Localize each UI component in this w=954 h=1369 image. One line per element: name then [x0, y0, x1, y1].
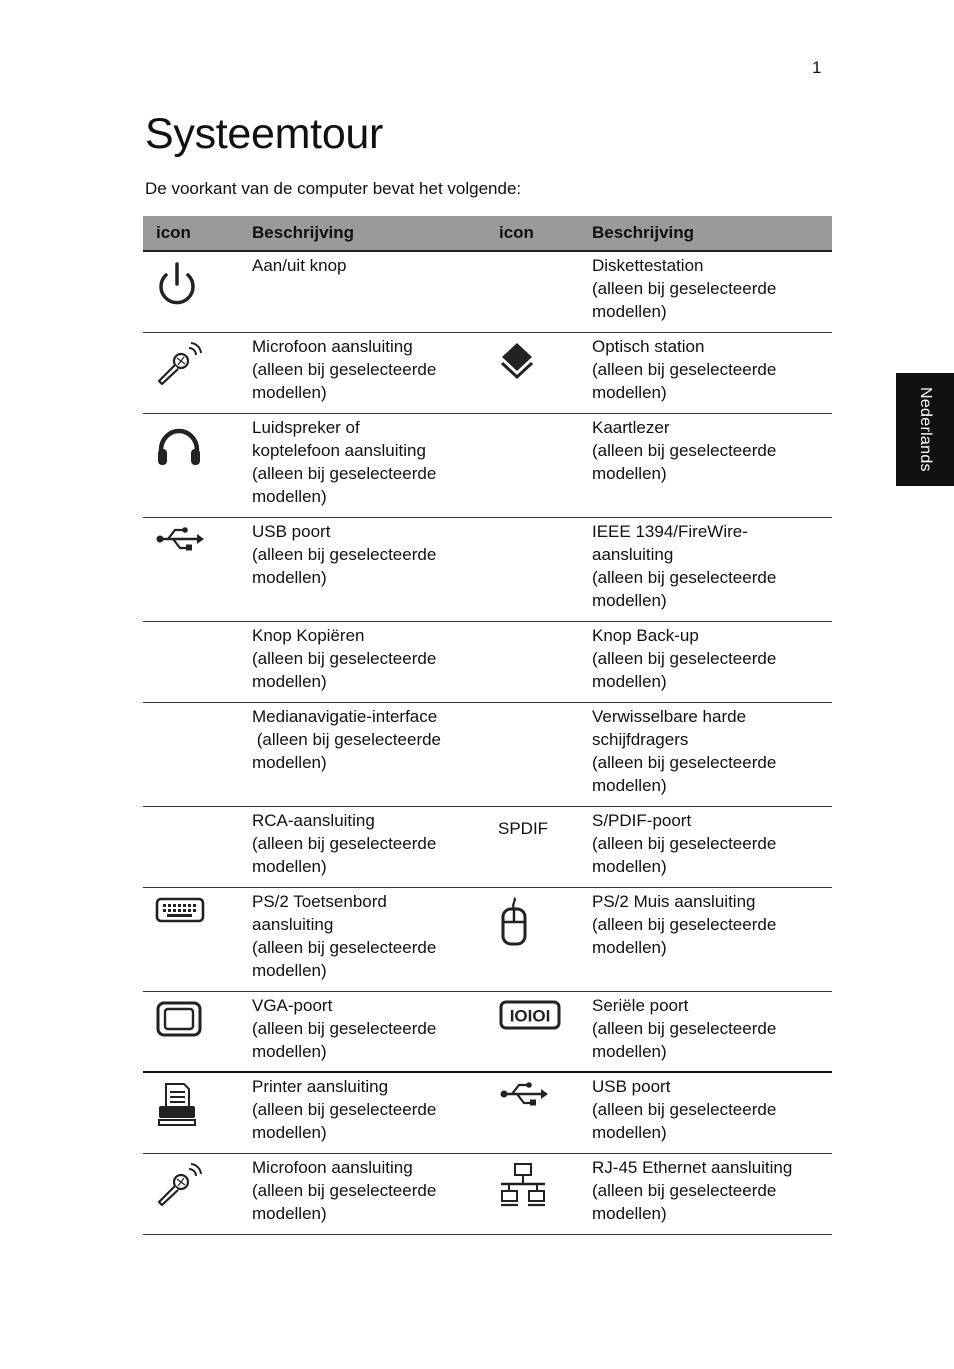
left-description-line: modellen) — [252, 960, 327, 980]
left-description-line: Printer aansluiting — [252, 1077, 389, 1096]
right-description-line: (alleen bij geselecteerde — [592, 752, 777, 772]
right-icon-cell — [486, 413, 581, 517]
table-row — [143, 887, 832, 991]
left-description-cell — [241, 251, 486, 332]
table-row — [143, 517, 832, 621]
language-label: Nederlands — [917, 387, 934, 472]
left-description-cell — [241, 887, 486, 991]
right-description-line: schijfdragers — [592, 729, 689, 749]
right-description-line: modellen) — [592, 1123, 667, 1142]
header-description-right: Beschrijving — [581, 216, 832, 251]
table-row — [143, 702, 832, 806]
right-description-line: RJ-45 Ethernet aansluiting — [592, 1157, 793, 1177]
right-description-cell — [581, 332, 832, 413]
right-description-line: (alleen bij geselecteerde — [592, 648, 777, 668]
left-description-cell — [241, 1072, 486, 1153]
right-description-cell — [581, 887, 832, 991]
table-row — [143, 1072, 832, 1153]
left-description-cell — [241, 991, 486, 1072]
left-description-cell — [241, 702, 486, 806]
table-body — [143, 251, 832, 1234]
right-description-line: (alleen bij geselecteerde — [592, 440, 777, 460]
table-row — [143, 621, 832, 702]
right-icon-cell — [486, 517, 581, 621]
left-description-line: (alleen bij geselecteerde — [252, 833, 437, 853]
serial-port-icon — [499, 1000, 561, 1030]
left-description-line: (alleen bij geselecteerde — [252, 359, 437, 379]
left-description-line: (alleen bij geselecteerde — [252, 1100, 437, 1119]
port-table — [143, 216, 832, 1235]
left-description-line: Medianavigatie-interface — [252, 706, 438, 726]
right-icon-cell — [486, 1153, 581, 1234]
right-description-line: modellen) — [592, 1203, 667, 1223]
right-description-cell — [581, 517, 832, 621]
left-description-line: PS/2 Toetsenbord — [252, 891, 387, 911]
left-description-line: modellen) — [252, 1203, 327, 1223]
left-description-line: modellen) — [252, 856, 327, 876]
right-description-line: modellen) — [592, 590, 667, 610]
right-description-line: (alleen bij geselecteerde — [592, 279, 777, 298]
right-description-line: S/PDIF-poort — [592, 810, 692, 830]
right-description-line: (alleen bij geselecteerde — [592, 1180, 777, 1200]
right-description-line: Diskettestation — [592, 256, 704, 275]
right-description-line: modellen) — [592, 382, 667, 402]
left-description-line: aansluiting — [252, 914, 334, 934]
left-description-line: (alleen bij geselecteerde — [252, 648, 437, 668]
header-icon-right: icon — [486, 216, 581, 251]
left-description-line: modellen) — [252, 382, 327, 402]
spdif-icon: SPDIF — [498, 818, 549, 838]
left-description-line: (alleen bij geselecteerde — [252, 463, 437, 483]
usb-icon — [155, 526, 205, 552]
table-row — [143, 413, 832, 517]
right-description-line: (alleen bij geselecteerde — [592, 359, 777, 379]
right-description-line: USB poort — [592, 1077, 671, 1096]
right-icon-cell — [486, 332, 581, 413]
right-description-line: modellen) — [592, 671, 667, 691]
right-description-cell — [581, 413, 832, 517]
right-icon-cell — [486, 806, 581, 887]
left-description-line: Microfoon aansluiting — [252, 336, 413, 356]
right-description-line: modellen) — [592, 775, 667, 795]
right-description-line: (alleen bij geselecteerde — [592, 1018, 777, 1038]
right-icon-cell — [486, 887, 581, 991]
left-description-line: modellen) — [252, 752, 327, 772]
left-icon-cell — [143, 702, 241, 806]
right-description-line: (alleen bij geselecteerde — [592, 914, 777, 934]
right-description-cell — [581, 991, 832, 1072]
right-description-cell — [581, 702, 832, 806]
left-description-line: Aan/uit knop — [252, 256, 347, 275]
left-icon-cell — [143, 251, 241, 332]
optical-disc-icon — [499, 341, 535, 381]
left-description-line: modellen) — [252, 671, 327, 691]
mouse-icon — [499, 896, 529, 948]
right-description-line: IEEE 1394/FireWire- — [592, 521, 748, 541]
left-description-line: koptelefoon aansluiting — [252, 440, 426, 460]
right-description-line: (alleen bij geselecteerde — [592, 567, 777, 587]
serial-port-icon-lettering: IOIOI — [509, 1006, 551, 1025]
right-icon-cell — [486, 251, 581, 332]
left-icon-cell — [143, 991, 241, 1072]
network-icon — [499, 1162, 547, 1210]
left-description-line: USB poort — [252, 521, 331, 541]
left-description-cell — [241, 806, 486, 887]
right-description-line: modellen) — [592, 1041, 667, 1061]
left-description-cell — [241, 517, 486, 621]
right-description-line: (alleen bij geselecteerde — [592, 833, 777, 853]
right-description-line: Seriële poort — [592, 995, 689, 1015]
table-header-row — [143, 216, 832, 251]
headphones-icon — [155, 422, 203, 470]
intro-text: De voorkant van de computer bevat het volgende: — [145, 179, 522, 198]
right-description-cell — [581, 806, 832, 887]
left-icon-cell — [143, 332, 241, 413]
right-description-line: modellen) — [592, 856, 667, 876]
right-description-line: Verwisselbare harde — [592, 706, 747, 726]
left-description-line: modellen) — [252, 1123, 327, 1142]
left-description-line: (alleen bij geselecteerde — [252, 1180, 437, 1200]
right-description-line: modellen) — [592, 937, 667, 957]
right-description-line: (alleen bij geselecteerde — [592, 1100, 777, 1119]
microphone-icon — [155, 341, 205, 387]
right-description-line: Knop Back-up — [592, 625, 699, 645]
right-description-cell — [581, 1072, 832, 1153]
right-description-cell — [581, 1153, 832, 1234]
left-description-line: (alleen bij geselecteerde — [252, 937, 437, 957]
header-icon-left: icon — [143, 216, 241, 251]
left-description-line: Luidspreker of — [252, 417, 360, 437]
right-icon-cell — [486, 702, 581, 806]
microphone-icon — [155, 1162, 205, 1208]
left-icon-cell — [143, 517, 241, 621]
left-description-line: modellen) — [252, 486, 327, 506]
page-title: Systeemtour — [145, 110, 384, 158]
left-icon-cell — [143, 806, 241, 887]
table-row — [143, 991, 832, 1072]
left-description-line: Microfoon aansluiting — [252, 1157, 413, 1177]
left-description-line: (alleen bij geselecteerde — [252, 1018, 437, 1038]
right-description-line: Kaartlezer — [592, 417, 670, 437]
left-icon-cell — [143, 887, 241, 991]
right-icon-cell — [486, 1072, 581, 1153]
right-description-cell — [581, 251, 832, 332]
printer-icon — [155, 1081, 199, 1127]
left-description-line: RCA-aansluiting — [252, 810, 375, 830]
left-description-line: (alleen bij geselecteerde — [252, 544, 437, 564]
right-description-line: modellen) — [592, 302, 667, 321]
page-number: 1 — [812, 58, 822, 77]
table-row — [143, 1153, 832, 1234]
left-description-line: (alleen bij geselecteerde — [252, 729, 442, 749]
keyboard-icon — [155, 896, 205, 924]
right-description-line: PS/2 Muis aansluiting — [592, 891, 756, 911]
table-row — [143, 332, 832, 413]
table-row — [143, 251, 832, 332]
table-row — [143, 806, 832, 887]
right-description-cell — [581, 621, 832, 702]
usb-icon — [499, 1081, 549, 1107]
left-description-cell — [241, 413, 486, 517]
left-description-line: modellen) — [252, 567, 327, 587]
left-icon-cell — [143, 413, 241, 517]
right-description-line: Optisch station — [592, 336, 705, 356]
left-description-cell — [241, 332, 486, 413]
language-side-tab — [896, 373, 954, 486]
left-description-line: modellen) — [252, 1041, 327, 1061]
right-description-line: modellen) — [592, 463, 667, 483]
left-icon-cell — [143, 621, 241, 702]
power-icon — [155, 260, 199, 310]
left-icon-cell — [143, 1072, 241, 1153]
right-icon-cell — [486, 621, 581, 702]
right-icon-cell — [486, 991, 581, 1072]
left-description-cell — [241, 621, 486, 702]
left-description-cell — [241, 1153, 486, 1234]
left-description-line: Knop Kopiëren — [252, 625, 365, 645]
vga-monitor-icon — [155, 1000, 203, 1038]
header-description-left: Beschrijving — [241, 216, 486, 251]
left-description-line: VGA-poort — [252, 995, 333, 1015]
right-description-line: aansluiting — [592, 544, 674, 564]
left-icon-cell — [143, 1153, 241, 1234]
